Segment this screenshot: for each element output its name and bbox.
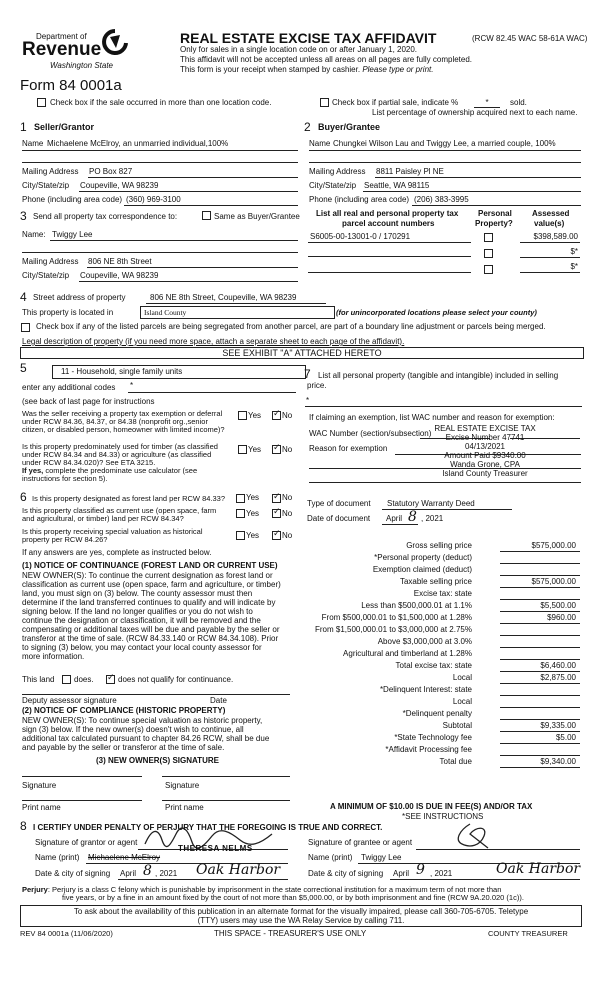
section2-number: 2: [304, 120, 311, 134]
grantee-date-month[interactable]: April: [393, 869, 410, 878]
notice-continuance-title: (1) NOTICE OF CONTINUANCE (FOREST LAND OR CURRENT USE): [22, 561, 278, 570]
doc-type-label: Type of document: [307, 499, 371, 508]
partial-sale-label: Check box if partial sale, indicate %: [332, 98, 459, 107]
buyer-city-label: City/State/zip: [309, 181, 357, 190]
accessibility-box: [20, 905, 582, 927]
correspondence-city[interactable]: Coupeville, WA 98239: [80, 271, 159, 280]
q-current-use-line2: and agricultural, or timber) land per RCW 84.34?: [22, 514, 184, 523]
buyer-phone-label: Phone (including area code): [309, 195, 410, 204]
tax-row-value[interactable]: $575,000.00: [531, 577, 576, 586]
exemption-no-label: No: [282, 411, 293, 420]
see-back-note: (see back of last page for instructions: [22, 397, 155, 406]
exemption-no-checkbox[interactable]: [272, 411, 281, 420]
header-note-3: This form is your receipt when stamped by cashier.: [180, 65, 361, 74]
segregated-label: Check box if any of the listed parcels are being segregated from another parcel, are part of a boundary line adjustment or parcels being merged.: [36, 322, 546, 331]
grantor-signature-label: Signature of grantor or agent: [35, 838, 138, 847]
parcel-col2-b: Property?: [475, 219, 513, 228]
treasurer-stamp-line: REAL ESTATE EXCISE TAX: [434, 424, 536, 433]
use-code-select[interactable]: 11 - Household, single family units: [52, 365, 306, 379]
personal-property-label-b: price.: [307, 381, 327, 390]
tax-row-label: Subtotal: [442, 721, 472, 730]
buyer-name-label: Name: [309, 139, 331, 148]
forest-no-label: No: [282, 493, 293, 502]
timber-no-label: No: [282, 445, 293, 454]
buyer-name[interactable]: Chungkei Wilson Lau and Twiggy Lee, a married couple, 100%: [333, 139, 556, 148]
forest-yes-label: Yes: [246, 493, 260, 502]
tax-row-underline: [500, 575, 580, 576]
treasurer-stamp-line: Wanda Grone, CPA: [450, 460, 520, 469]
tax-row-value[interactable]: $575,000.00: [531, 541, 576, 550]
revenue-logo-icon: [101, 28, 129, 58]
tax-row-label: Agricultural and timberland at 1.28%: [343, 649, 472, 658]
notice-compliance-line: NEW OWNER(S): To continue special valuation as historic property,: [22, 716, 263, 725]
tax-row-value[interactable]: $9,335.00: [540, 721, 576, 730]
street-address[interactable]: 806 NE 8th Street, Coupeville, WA 98239: [150, 293, 297, 302]
correspondence-city-label: City/State/zip: [22, 271, 70, 280]
personal-property-label-a: List all personal property (tangible and intangible) included in selling: [318, 371, 559, 380]
treasurer-stamp-line: Island County Treasurer: [442, 469, 528, 478]
tax-row-label: Exemption claimed (deduct): [372, 565, 472, 574]
q-timber-line2: under RCW 84.34 and 84.33) or agriculture (as classified: [22, 450, 212, 459]
partial-sale-checkbox[interactable]: [320, 98, 329, 107]
partial-sale-percent[interactable]: *: [474, 99, 500, 108]
correspondence-name[interactable]: Twiggy Lee: [52, 230, 93, 239]
tax-row-label: Total excise tax: state: [395, 661, 472, 670]
q-timber-line3: under RCW 84.34.020)? See ETA 3215.: [22, 458, 156, 467]
owner-print-label-2: Print name: [165, 803, 204, 812]
segregated-checkbox[interactable]: [21, 323, 30, 332]
q-forest-label: Is this property designated as forest land per RCW 84.33?: [32, 494, 226, 503]
deputy-date-label: Date: [210, 696, 227, 705]
tax-row-label: *State Technology fee: [394, 733, 472, 742]
grantor-date-year: , 2021: [155, 869, 178, 878]
new-owner-signature-title: (3) NEW OWNER(S) SIGNATURE: [96, 756, 219, 765]
tax-row-underline: [500, 671, 580, 672]
tax-row-underline: [500, 659, 580, 660]
notice-continuance-line: land, you must sign on (3) below. The county assessor must then: [22, 589, 253, 598]
buyer-mailing-label: Mailing Address: [309, 167, 366, 176]
notice-continuance-line: more information.: [22, 652, 85, 661]
timber-yes-checkbox[interactable]: [238, 445, 247, 454]
forest-no-checkbox[interactable]: [272, 494, 281, 503]
notice-continuance-line: classification as current use (open space, farm and agriculture, or timber): [22, 580, 281, 589]
correspondence-mailing-label: Mailing Address: [22, 257, 79, 266]
tax-row-underline: [500, 743, 580, 744]
treasurer-stamp-line: Excise Number 47741: [445, 433, 525, 442]
q-exemption-line2: under RCW 84.36, 84.37, or 84.38 (nonprofit org.,senior: [22, 417, 208, 426]
tax-row-underline: [500, 695, 580, 696]
exemption-question: If claiming an exemption, list WAC number and reason for exemption:: [309, 413, 555, 422]
tax-row-label: Taxable selling price: [399, 577, 472, 586]
tax-row-label: Gross selling price: [406, 541, 472, 550]
parcel-col3-a: Assessed: [532, 209, 570, 218]
grantee-date-day[interactable]: 9: [416, 862, 425, 878]
buyer-city[interactable]: Seattle, WA 98115: [364, 181, 430, 190]
tax-row-label: Less than $500,000.01 at 1.1%: [361, 601, 472, 610]
notice-continuance-line: to signing (3) below, you may contact your local county assessor for: [22, 643, 262, 652]
header-note-2: This affidavit will not be accepted unless all areas on all pages are fully completed.: [180, 55, 473, 64]
section4-number: 4: [20, 290, 27, 304]
owner-signature-label-2: Signature: [165, 781, 200, 790]
historic-yes-label: Yes: [246, 531, 260, 540]
doc-date-month[interactable]: April: [386, 514, 403, 523]
tax-row-underline: [500, 623, 580, 624]
tax-row-label: Above $3,000,000 at 3.0%: [377, 637, 472, 646]
any-yes-note: If any answers are yes, complete as instructed below.: [22, 548, 212, 557]
county-note: (for unincorporated locations please select your county): [336, 308, 537, 317]
legal-description-label: Legal description of property (if you need more space, attach a separate sheet to each page of the affidavit).: [22, 337, 405, 346]
q-timber-line4: complete the predominate use calculator (see: [45, 466, 198, 475]
q-current-use-line1: Is this property classified as current use (open space, farm: [22, 506, 217, 515]
same-as-buyer-label: Same as Buyer/Grantee: [214, 212, 300, 221]
q-timber-line5: instructions for section 5).: [22, 474, 108, 483]
doc-date-year: , 2021: [421, 514, 444, 523]
tax-row-label: From $500,000.01 to $1,500,000 at 1.28%: [321, 613, 472, 622]
q-historic-line2: property per RCW 84.26?: [22, 535, 108, 544]
timber-yes-label: Yes: [248, 445, 262, 454]
tax-row-value[interactable]: $2,875.00: [540, 673, 576, 682]
parcel-col1-a: List all real and personal property tax: [316, 209, 459, 218]
forest-yes-checkbox[interactable]: [236, 494, 245, 503]
form-revision: REV 84 0001a (11/06/2020): [20, 929, 113, 938]
seller-mailing-label: Mailing Address: [22, 167, 79, 176]
tax-row-value[interactable]: $960.00: [547, 613, 576, 622]
tax-row-value[interactable]: $9,340.00: [540, 757, 576, 766]
doc-type[interactable]: Statutory Warranty Deed: [387, 499, 475, 508]
tax-row-label: Local: [452, 697, 472, 706]
current-use-no-label: No: [282, 509, 293, 518]
current-use-no-checkbox[interactable]: [272, 509, 281, 518]
tax-row-underline: [500, 599, 580, 600]
seller-name[interactable]: Michaelene McElroy, an unmarried individual,100%: [47, 139, 229, 148]
seller-mailing[interactable]: PO Box 827: [89, 167, 133, 176]
grantor-name-print[interactable]: Michaelene McElroy: [88, 853, 161, 862]
grantee-city[interactable]: Oak Harbor: [496, 861, 581, 877]
owner-print-label-1: Print name: [22, 803, 61, 812]
grantee-date-year: , 2021: [430, 869, 453, 878]
located-in-label: This property is located in: [22, 308, 114, 317]
perjury-label: Perjury: [22, 885, 48, 894]
see-instructions-note: *SEE INSTRUCTIONS: [402, 812, 484, 821]
header-note-1: Only for sales in a single location code on or after January 1, 2020.: [180, 45, 418, 54]
parcel-personal-checkbox-3[interactable]: [484, 265, 493, 274]
personal-property-star: *: [306, 396, 310, 405]
additional-codes-star: *: [130, 381, 134, 390]
tax-row-underline: [500, 731, 580, 732]
parcel-value-2[interactable]: $*: [570, 247, 578, 256]
county-select[interactable]: Island County: [140, 306, 335, 319]
notary-stamp-name: THERESA NELMS: [178, 844, 253, 853]
notice-continuance-line: signing below. If the land no longer qualifies or you do not wish to: [22, 607, 253, 616]
tax-row-label: *Personal property (deduct): [374, 553, 472, 562]
historic-yes-checkbox[interactable]: [236, 531, 245, 540]
doc-date-label: Date of document: [307, 514, 371, 523]
land-does-not-label: does not qualify for continuance.: [118, 675, 234, 684]
grantor-city[interactable]: Oak Harbor: [196, 862, 281, 878]
tax-row-label: From $1,500,000.01 to $3,000,000 at 2.75%: [314, 625, 472, 634]
notice-continuance-line: compensating or additional taxes will be due and payable by the seller or: [22, 625, 280, 634]
tax-row-value[interactable]: $6,460.00: [540, 661, 576, 670]
grantor-date-label: Date & city of signing: [35, 869, 111, 878]
timber-no-checkbox[interactable]: [272, 445, 281, 454]
grantee-signature[interactable]: [440, 820, 500, 852]
perjury-text-2: five years, or by a fine in an amount fixed by the court of not more than $5,000.00, or by both imprisonment and fine (RCW 9A.20.020 (1c)).: [62, 893, 524, 902]
tax-row-value[interactable]: $5,500.00: [540, 601, 576, 610]
correspondence-name-label: Name:: [22, 230, 46, 239]
land-does-label: does.: [74, 675, 94, 684]
tax-row-underline: [500, 563, 580, 564]
parcel-col3-b: value(s): [534, 219, 565, 228]
current-use-yes-label: Yes: [246, 509, 260, 518]
form-title-ref: (RCW 82.45 WAC 58-61A WAC): [472, 34, 588, 43]
grantee-signature-label: Signature of grantee or agent: [308, 838, 413, 847]
minimum-due-note: A MINIMUM OF $10.00 IS DUE IN FEE(S) AND/OR TAX: [330, 802, 533, 811]
seller-phone-label: Phone (including area code): [22, 195, 123, 204]
land-does-not-checkbox[interactable]: [106, 675, 115, 684]
multiple-location-checkbox[interactable]: [37, 98, 46, 107]
notice-continuance-line: determine if the land transferred continues to qualify and will indicate by: [22, 598, 276, 607]
grantee-name-print[interactable]: Twiggy Lee: [361, 853, 402, 862]
legal-description[interactable]: SEE EXHIBIT "A" ATTACHED HERETO: [20, 347, 584, 359]
accessibility-line-1: To ask about the availability of this publication in an alternate format for the visually impaired, please call 360-705-6705. Teletype: [73, 907, 529, 916]
q-exemption-line1: Was the seller receiving a property tax exemption or deferral: [22, 409, 223, 418]
seller-name-label: Name: [22, 139, 44, 148]
tax-row-underline: [500, 707, 580, 708]
parcel-col1-b: parcel account numbers: [342, 219, 435, 228]
accessibility-line-2: (TTY) users may use the WA Relay Service by calling 711.: [197, 916, 405, 925]
correspondence-mailing[interactable]: 806 NE 8th Street: [88, 257, 152, 266]
historic-no-checkbox[interactable]: [272, 531, 281, 540]
tax-row-underline: [500, 647, 580, 648]
header-note-3-italic: Please type or print.: [362, 65, 434, 74]
current-use-yes-checkbox[interactable]: [236, 509, 245, 518]
dept-label-3: Washington State: [50, 61, 114, 70]
street-address-label: Street address of property: [33, 293, 126, 302]
section3-number: 3: [20, 209, 27, 223]
section1-number: 1: [20, 120, 27, 134]
tax-row-underline: [500, 683, 580, 684]
notice-compliance-line: additional tax calculated pursuant to chapter 84.26 RCW, shall be due: [22, 734, 270, 743]
doc-date-day[interactable]: 8: [408, 509, 417, 525]
land-label: This land: [22, 675, 55, 684]
grantor-name-print-label: Name (print): [35, 853, 80, 862]
multiple-location-label: Check box if the sale occurred in more than one location code.: [50, 98, 272, 107]
exemption-yes-label: Yes: [248, 411, 262, 420]
parcel-number-1[interactable]: S6005-00-13001-0 / 170291: [310, 232, 411, 241]
parcel-value-3[interactable]: $*: [570, 262, 578, 271]
county-treasurer-label: COUNTY TREASURER: [488, 929, 568, 938]
parcel-personal-checkbox-2[interactable]: [484, 249, 493, 258]
treasurer-space-label: THIS SPACE - TREASURER'S USE ONLY: [214, 929, 367, 938]
additional-codes-label: enter any additional codes: [22, 383, 116, 392]
buyer-heading: Buyer/Grantee: [318, 122, 381, 132]
owner-signature-label-1: Signature: [22, 781, 57, 790]
tax-row-underline: [500, 755, 580, 756]
tax-row-label: Local: [452, 673, 472, 682]
exemption-reason-label: Reason for exemption: [309, 444, 388, 453]
grantee-date-label: Date & city of signing: [308, 869, 384, 878]
section6-number: 6: [20, 490, 27, 504]
tax-row-label: *Delinquent penalty: [402, 709, 472, 718]
parcel-value-1[interactable]: $398,589.00: [533, 232, 578, 241]
tax-row-label: Excise tax: state: [413, 589, 472, 598]
ownership-note: List percentage of ownership acquired next to each name.: [372, 108, 578, 117]
parcel-col2-a: Personal: [478, 209, 512, 218]
dept-label-2: Revenue: [22, 39, 102, 60]
buyer-phone[interactable]: (206) 383-3995: [414, 195, 469, 204]
wac-number-label: WAC Number (section/subsection): [309, 429, 432, 438]
parcel-personal-checkbox-1[interactable]: [484, 233, 493, 242]
grantor-date-day[interactable]: 8: [143, 863, 152, 879]
q-historic-line1: Is this property receiving special valuation as historical: [22, 527, 203, 536]
correspondence-label: Send all property tax correspondence to:: [33, 212, 178, 221]
treasurer-stamp-line: Amount Paid $9340.00: [444, 451, 526, 460]
notice-continuance-line: continue the designation or classification, it will be removed and the: [22, 616, 261, 625]
q-timber-ifyes: If yes,: [22, 466, 44, 475]
tax-row-underline: [500, 611, 580, 612]
notice-continuance-line: transferor at the time of sale. (RCW 84.33.140 or RCW 84.34.108). Prior: [22, 634, 279, 643]
perjury-text: : Perjury is a class C felony which is punishable by imprisonment in the state correctional institution for a maximum term of not more than: [47, 885, 502, 894]
seller-phone[interactable]: (360) 969-3100: [126, 195, 181, 204]
land-does-checkbox[interactable]: [62, 675, 71, 684]
historic-no-label: No: [282, 531, 293, 540]
tax-row-underline: [500, 767, 580, 768]
deputy-signature-label: Deputy assessor signature: [22, 696, 117, 705]
tax-row-value[interactable]: $5.00: [555, 733, 576, 742]
notice-compliance-line: and payable by the seller or transferor at the time of sale.: [22, 743, 225, 752]
notice-compliance-title: (2) NOTICE OF COMPLIANCE (HISTORIC PROPERTY): [22, 706, 226, 715]
notice-compliance-line: sign (3) below. If the new owner(s) doesn't wish to continue, all: [22, 725, 244, 734]
q-exemption-line3: citizen, or disabled person, homeowner with limited income)?: [22, 425, 225, 434]
section5-number: 5: [20, 361, 27, 375]
notice-continuance-line: NEW OWNER(S): To continue the current designation as forest land or: [22, 571, 273, 580]
dept-label-1: Department of: [36, 32, 87, 41]
tax-row-underline: [500, 635, 580, 636]
grantor-date-month[interactable]: April: [120, 869, 137, 878]
form-title: REAL ESTATE EXCISE TAX AFFIDAVIT: [180, 30, 437, 46]
form-number: Form 84 0001a: [20, 77, 122, 94]
tax-row-underline: [500, 551, 580, 552]
tax-row-label: Total due: [439, 757, 472, 766]
grantee-name-print-label: Name (print): [308, 853, 353, 862]
treasurer-stamp-line: 04/13/2021: [464, 442, 506, 451]
same-as-buyer-checkbox[interactable]: [202, 211, 211, 220]
seller-city-label: City/State/zip: [22, 181, 70, 190]
tax-row-label: *Affidavit Processing fee: [385, 745, 472, 754]
certify-statement: I CERTIFY UNDER PENALTY OF PERJURY THAT THE FOREGOING IS TRUE AND CORRECT.: [33, 823, 383, 832]
exemption-yes-checkbox[interactable]: [238, 411, 247, 420]
q-timber-line1: Is this property predominately used for timber (as classified: [22, 442, 218, 451]
tax-row-underline: [500, 587, 580, 588]
seller-city[interactable]: Coupeville, WA 98239: [80, 181, 159, 190]
tax-row-label: *Delinquent Interest: state: [379, 685, 472, 694]
tax-row-underline: [500, 719, 580, 720]
partial-sale-suffix: sold.: [510, 98, 527, 107]
section8-number: 8: [20, 819, 27, 833]
section7-number: 7: [304, 367, 311, 381]
buyer-mailing[interactable]: 8811 Paisley Pl NE: [376, 167, 444, 176]
seller-heading: Seller/Grantor: [34, 122, 95, 132]
